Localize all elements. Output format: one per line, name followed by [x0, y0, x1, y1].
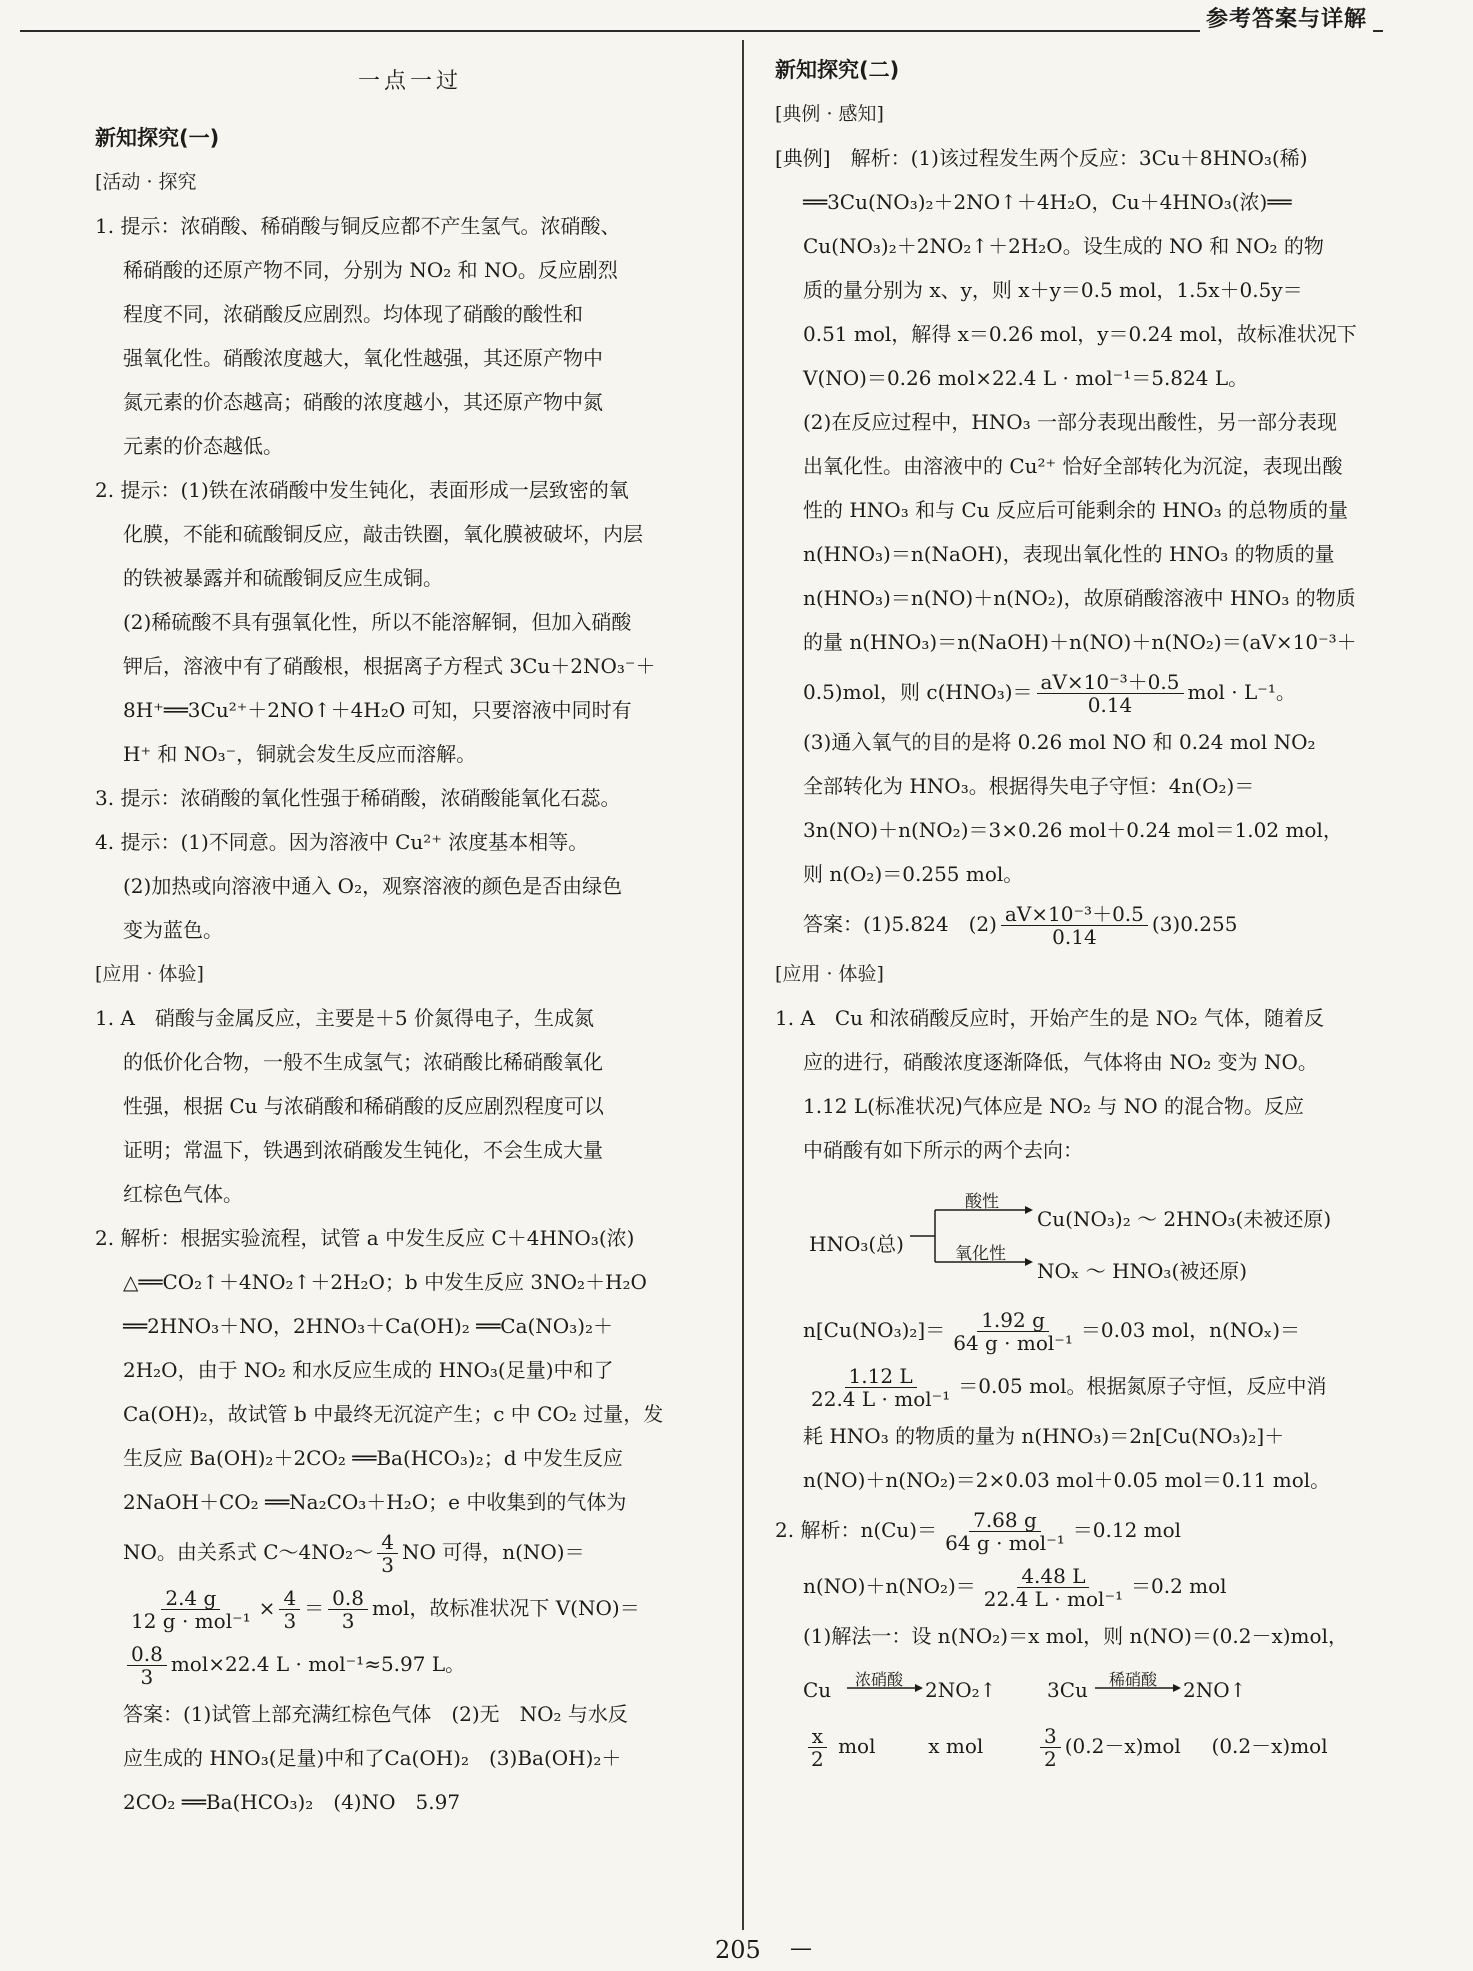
formula-text: mol，故标准状况下 V(NO)＝	[371, 1596, 640, 1620]
branch-upper-target: Cu(NO₃)₂ ～ 2HNO₃(未被还原)	[1037, 1207, 1332, 1231]
reaction-arrow-2-head	[1173, 1684, 1181, 1692]
text-line: n(HNO₃)＝n(NO)＋n(NO₂)，故原硝酸溶液中 HNO₃ 的物质	[803, 586, 1356, 610]
fraction	[949, 1309, 1077, 1354]
formula-text: NO 可得，n(NO)＝	[401, 1540, 585, 1564]
fraction	[1040, 1725, 1061, 1770]
text-line: 出氧化性。由溶液中的 Cu²⁺ 恰好全部转化为沉淀，表现出酸	[803, 454, 1343, 478]
fraction-numerator: 4	[377, 1531, 398, 1554]
example-tag: [典例 · 感知]	[775, 103, 884, 125]
formula-text: n[Cu(NO₃)₂]＝	[803, 1318, 946, 1342]
subsection-heading-1: 新知探究(一)	[95, 126, 220, 150]
text-line: 元素的价态越低。	[123, 434, 283, 458]
subsection-heading-2: 新知探究(二)	[775, 58, 900, 82]
fraction	[1001, 903, 1148, 948]
text-line: 性的 HNO₃ 和与 Cu 反应后可能剩余的 HNO₃ 的总物质的量	[803, 498, 1349, 522]
formula-text: mol	[838, 1734, 876, 1758]
formula-line	[775, 1358, 1415, 1414]
page-header	[0, 0, 1473, 36]
fraction-denominator: 12 g · mol⁻¹	[131, 1609, 251, 1633]
text-line: 1. A 硝酸与金属反应，主要是＋5 价氮得电子，生成氮	[95, 1006, 594, 1030]
fraction-numerator: aV×10⁻³＋0.5	[1001, 903, 1148, 926]
text-line: ══3Cu(NO₃)₂＋2NO↑＋4H₂O，Cu＋4HNO₃(浓)══	[803, 190, 1292, 214]
formula-line	[775, 1558, 1415, 1614]
text-line: 1. A Cu 和浓硝酸反应时，开始产生的是 NO₂ 气体，随着反	[775, 1006, 1325, 1030]
fraction-denominator: 3	[381, 1553, 394, 1577]
reaction-row	[775, 1658, 1415, 1718]
branch-source: HNO₃(总)	[809, 1232, 904, 1256]
text-line: 化膜，不能和硫酸铜反应，敲击铁圈，氧化膜被破坏，内层	[123, 522, 643, 546]
fraction-denominator: 3	[341, 1609, 355, 1633]
right-column	[775, 40, 1415, 1774]
text-line: V(NO)＝0.26 mol×22.4 L · mol⁻¹＝5.824 L。	[803, 366, 1249, 390]
formula-text: (0.2－x)mol	[1064, 1734, 1181, 1758]
text-line: 2. 解析：根据实验流程，试管 a 中发生反应 C＋4HNO₃(浓)	[95, 1226, 635, 1250]
fraction-denominator: 2	[811, 1747, 824, 1771]
text-line: 变为蓝色。	[123, 918, 223, 942]
section-title: 一点一过	[357, 69, 462, 94]
fraction-denominator: 0.14	[1087, 693, 1133, 717]
text-line: 3. 提示：浓硝酸的氧化性强于稀硝酸，浓硝酸能氧化石蕊。	[95, 786, 621, 810]
text-line: 耗 HNO₃ 的物质的量为 n(HNO₃)＝2n[Cu(NO₃)₂]＋	[803, 1424, 1285, 1448]
answer-line	[775, 896, 1415, 952]
text-line: 2H₂O，由于 NO₂ 和水反应生成的 HNO₃(足量)中和了	[123, 1358, 614, 1382]
product-no: 2NO↑	[1183, 1678, 1247, 1702]
text-line: 钾后，溶液中有了硝酸根，根据离子方程式 3Cu＋2NO₃⁻＋	[123, 654, 656, 678]
formula-text: ＝0.12 mol	[1072, 1518, 1182, 1542]
text-line: 1. 提示：浓硝酸、稀硝酸与铜反应都不产生氢气。浓硝酸、	[95, 214, 621, 238]
fraction	[127, 1587, 255, 1632]
text-line: (2)加热或向溶液中通入 O₂，观察溶液的颜色是否由绿色	[123, 874, 623, 898]
text-line: (2)稀硫酸不具有强氧化性，所以不能溶解铜，但加入硝酸	[123, 610, 632, 634]
text-line: H⁺ 和 NO₃⁻，铜就会发生反应而溶解。	[123, 742, 477, 766]
reaction-arrows	[775, 1658, 1415, 1718]
formula-text: mol · L⁻¹。	[1187, 680, 1296, 704]
formula-line	[775, 1302, 1415, 1358]
text-line: 3n(NO)＋n(NO₂)＝3×0.26 mol＋0.24 mol＝1.02 mol，	[803, 818, 1343, 842]
text-line: 稀硝酸的还原产物不同，分别为 NO₂ 和 NO。反应剧烈	[123, 258, 618, 282]
formula-text: ×	[258, 1596, 276, 1620]
formula-text: 2. 解析：n(Cu)＝	[775, 1518, 938, 1542]
text-line: 红棕色气体。	[123, 1182, 243, 1206]
page-dash: —	[790, 1936, 812, 1961]
text-line: 的铁被暴露并和硫酸铜反应生成铜。	[123, 566, 443, 590]
formula-line	[95, 1580, 725, 1636]
text-line: 全部转化为 HNO₃。根据得失电子守恒：4n(O₂)＝	[803, 774, 1255, 798]
formula-text: x mol	[928, 1734, 984, 1758]
amount-row	[775, 1718, 1415, 1774]
arrow-label-conc: 浓硝酸	[855, 1670, 904, 1689]
fraction-numerator: 0.8	[328, 1587, 368, 1610]
formula-text: 0.5)mol，则 c(HNO₃)＝	[803, 680, 1033, 704]
text-line: 强氧化性。硝酸浓度越大，氧化性越强，其还原产物中	[123, 346, 603, 370]
text-line: △══CO₂↑＋4NO₂↑＋2H₂O；b 中发生反应 3NO₂＋H₂O	[123, 1270, 647, 1294]
text-line: 程度不同，浓硝酸反应剧烈。均体现了硝酸的酸性和	[123, 302, 583, 326]
fraction-numerator: 1.92 g	[977, 1309, 1049, 1332]
fraction	[127, 1643, 167, 1688]
fraction-denominator: 22.4 L · mol⁻¹	[811, 1387, 951, 1411]
text-line: (2)在反应过程中，HNO₃ 一部分表现出酸性，另一部分表现	[803, 410, 1338, 434]
lower-arrow-head	[1025, 1258, 1033, 1266]
text-line: 的低价化合物，一般不生成氢气；浓硝酸比稀硝酸氧化	[123, 1050, 603, 1074]
fraction	[807, 1725, 828, 1770]
formula-text: 答案：(1)5.824 (2)	[803, 912, 997, 936]
fraction-numerator: 4.48 L	[1017, 1565, 1089, 1588]
nitric-acid-branch-diagram	[775, 1172, 1415, 1302]
fraction	[377, 1531, 398, 1576]
text-line: 则 n(O₂)＝0.255 mol。	[803, 862, 1024, 886]
text-line: 性强，根据 Cu 与浓硝酸和稀硝酸的反应剧烈程度可以	[123, 1094, 604, 1118]
text-line: (1)解法一：设 n(NO₂)＝x mol，则 n(NO)＝(0.2－x)mol，	[803, 1624, 1348, 1648]
fraction	[1037, 671, 1184, 716]
text-line: 质的量分别为 x、y，则 x＋y＝0.5 mol，1.5x＋0.5y＝	[803, 278, 1303, 302]
fraction-denominator: 22.4 L · mol⁻¹	[983, 1587, 1124, 1611]
text-line: 应的进行，硝酸浓度逐渐降低，气体将由 NO₂ 变为 NO。	[803, 1050, 1318, 1074]
answer-line: 应生成的 HNO₃(足量)中和了Ca(OH)₂ (3)Ba(OH)₂＋	[123, 1746, 622, 1770]
page-number: 205	[715, 1936, 761, 1964]
fraction-numerator: 4	[279, 1587, 300, 1610]
formula-text: ＝0.05 mol。根据氮原子守恒，反应中消	[958, 1374, 1327, 1398]
fraction-numerator: 2.4 g	[161, 1587, 220, 1610]
fraction-numerator: 3	[1040, 1725, 1061, 1748]
reactant-3cu: 3Cu	[1047, 1678, 1088, 1702]
fraction	[328, 1587, 368, 1632]
header-title: 参考答案与详解	[1200, 2, 1373, 33]
formula-text: NO。由关系式 C～4NO₂～	[123, 1540, 374, 1564]
text-line: n(NO)＋n(NO₂)＝2×0.03 mol＋0.05 mol＝0.11 mol。	[803, 1468, 1331, 1492]
fraction-denominator: 64 g · mol⁻¹	[953, 1331, 1073, 1355]
formula-text: n(NO)＋n(NO₂)＝	[803, 1574, 976, 1598]
formula-text: ＝0.2 mol	[1131, 1574, 1227, 1598]
text-line: 生反应 Ba(OH)₂＋2CO₂ ══Ba(HCO₃)₂；d 中发生反应	[123, 1446, 623, 1470]
activity-tag: [活动 · 探究	[95, 171, 197, 193]
fraction-denominator: 0.14	[1052, 925, 1097, 949]
formula-text: mol×22.4 L · mol⁻¹≈5.97 L。	[170, 1652, 466, 1676]
text-line: 2. 提示：(1)铁在浓硝酸中发生钝化，表面形成一层致密的氧	[95, 478, 629, 502]
left-column	[95, 40, 725, 1824]
fraction	[941, 1509, 1069, 1554]
text-line: n(HNO₃)＝n(NaOH)，表现出氧化性的 HNO₃ 的物质的量	[803, 542, 1335, 566]
formula-text: ＝	[304, 1596, 325, 1620]
fraction-numerator: 1.12 L	[845, 1365, 917, 1388]
text-line: 证明；常温下，铁遇到浓硝酸发生钝化，不会生成大量	[123, 1138, 603, 1162]
fraction-denominator: 3	[140, 1665, 154, 1689]
fraction-numerator: 7.68 g	[969, 1509, 1041, 1532]
arrow-label-dilute: 稀硝酸	[1109, 1670, 1158, 1689]
text-line: 8H⁺══3Cu²⁺＋2NO↑＋4H₂O 可知，只要溶液中同时有	[123, 698, 632, 722]
formula-text: (0.2－x)mol	[1211, 1734, 1328, 1758]
fraction-denominator: 2	[1043, 1747, 1057, 1771]
fraction	[980, 1565, 1127, 1610]
fraction-numerator: x	[808, 1725, 827, 1748]
text-line: 2NaOH＋CO₂ ══Na₂CO₃＋H₂O；e 中收集到的气体为	[123, 1490, 627, 1514]
branch-lower-target: NOₓ ～ HNO₃(被还原)	[1037, 1259, 1248, 1283]
fraction-numerator: aV×10⁻³＋0.5	[1037, 671, 1184, 694]
formula-line	[775, 1502, 1415, 1558]
reactant-cu: Cu	[803, 1678, 832, 1702]
column-divider	[742, 40, 744, 1930]
fraction-denominator: 3	[283, 1609, 297, 1633]
fraction-numerator: 0.8	[127, 1643, 167, 1666]
text-line: 中硝酸有如下所示的两个去向：	[803, 1138, 1083, 1162]
fraction	[279, 1587, 300, 1632]
text-line: 0.51 mol，解得 x＝0.26 mol，y＝0.24 mol，故标准状况下	[803, 322, 1357, 346]
formula-text: ＝0.03 mol，n(NOₓ)＝	[1080, 1318, 1301, 1342]
application-tag: [应用 · 体验]	[775, 963, 884, 985]
fraction-denominator: 64 g · mol⁻¹	[945, 1531, 1065, 1555]
application-tag: [应用 · 体验]	[95, 963, 204, 985]
answer-line: 答案：(1)试管上部充满红棕色气体 (2)无 NO₂ 与水反	[123, 1702, 628, 1726]
formula-line	[95, 1524, 725, 1580]
text-line: ══2HNO₃＋NO，2HNO₃＋Ca(OH)₂ ══Ca(NO₃)₂＋	[123, 1314, 614, 1338]
text-line: Cu(NO₃)₂＋2NO₂↑＋2H₂O。设生成的 NO 和 NO₂ 的物	[803, 234, 1324, 258]
formula-line	[775, 664, 1415, 720]
branch-upper-label: 酸性	[965, 1192, 999, 1212]
text-line: 4. 提示：(1)不同意。因为溶液中 Cu²⁺ 浓度基本相等。	[95, 830, 589, 854]
product-no2: 2NO₂↑	[925, 1678, 997, 1702]
text-line: 氮元素的价态越高；硝酸的浓度越小，其还原产物中氮	[123, 390, 603, 414]
upper-arrow-head	[1025, 1206, 1033, 1214]
header-rule	[20, 30, 1383, 32]
fraction	[807, 1365, 954, 1410]
text-line: Ca(OH)₂，故试管 b 中最终无沉淀产生；c 中 CO₂ 过量，发	[123, 1402, 664, 1426]
formula-line	[95, 1636, 725, 1692]
answer-line: 2CO₂ ══Ba(HCO₃)₂ (4)NO 5.97	[123, 1790, 461, 1814]
branch-lower-label: 氧化性	[955, 1244, 1006, 1264]
reaction-arrow-1-head	[915, 1684, 923, 1692]
text-line: (3)通入氧气的目的是将 0.26 mol NO 和 0.24 mol NO₂	[803, 730, 1316, 754]
formula-text: (3)0.255	[1151, 912, 1238, 936]
text-line: [典例] 解析：(1)该过程发生两个反应：3Cu＋8HNO₃(稀)	[775, 146, 1308, 170]
text-line: 的量 n(HNO₃)＝n(NaOH)＋n(NO)＋n(NO₂)＝(aV×10⁻³＋	[803, 630, 1357, 654]
text-line: 1.12 L(标准状况)气体应是 NO₂ 与 NO 的混合物。反应	[803, 1094, 1305, 1118]
